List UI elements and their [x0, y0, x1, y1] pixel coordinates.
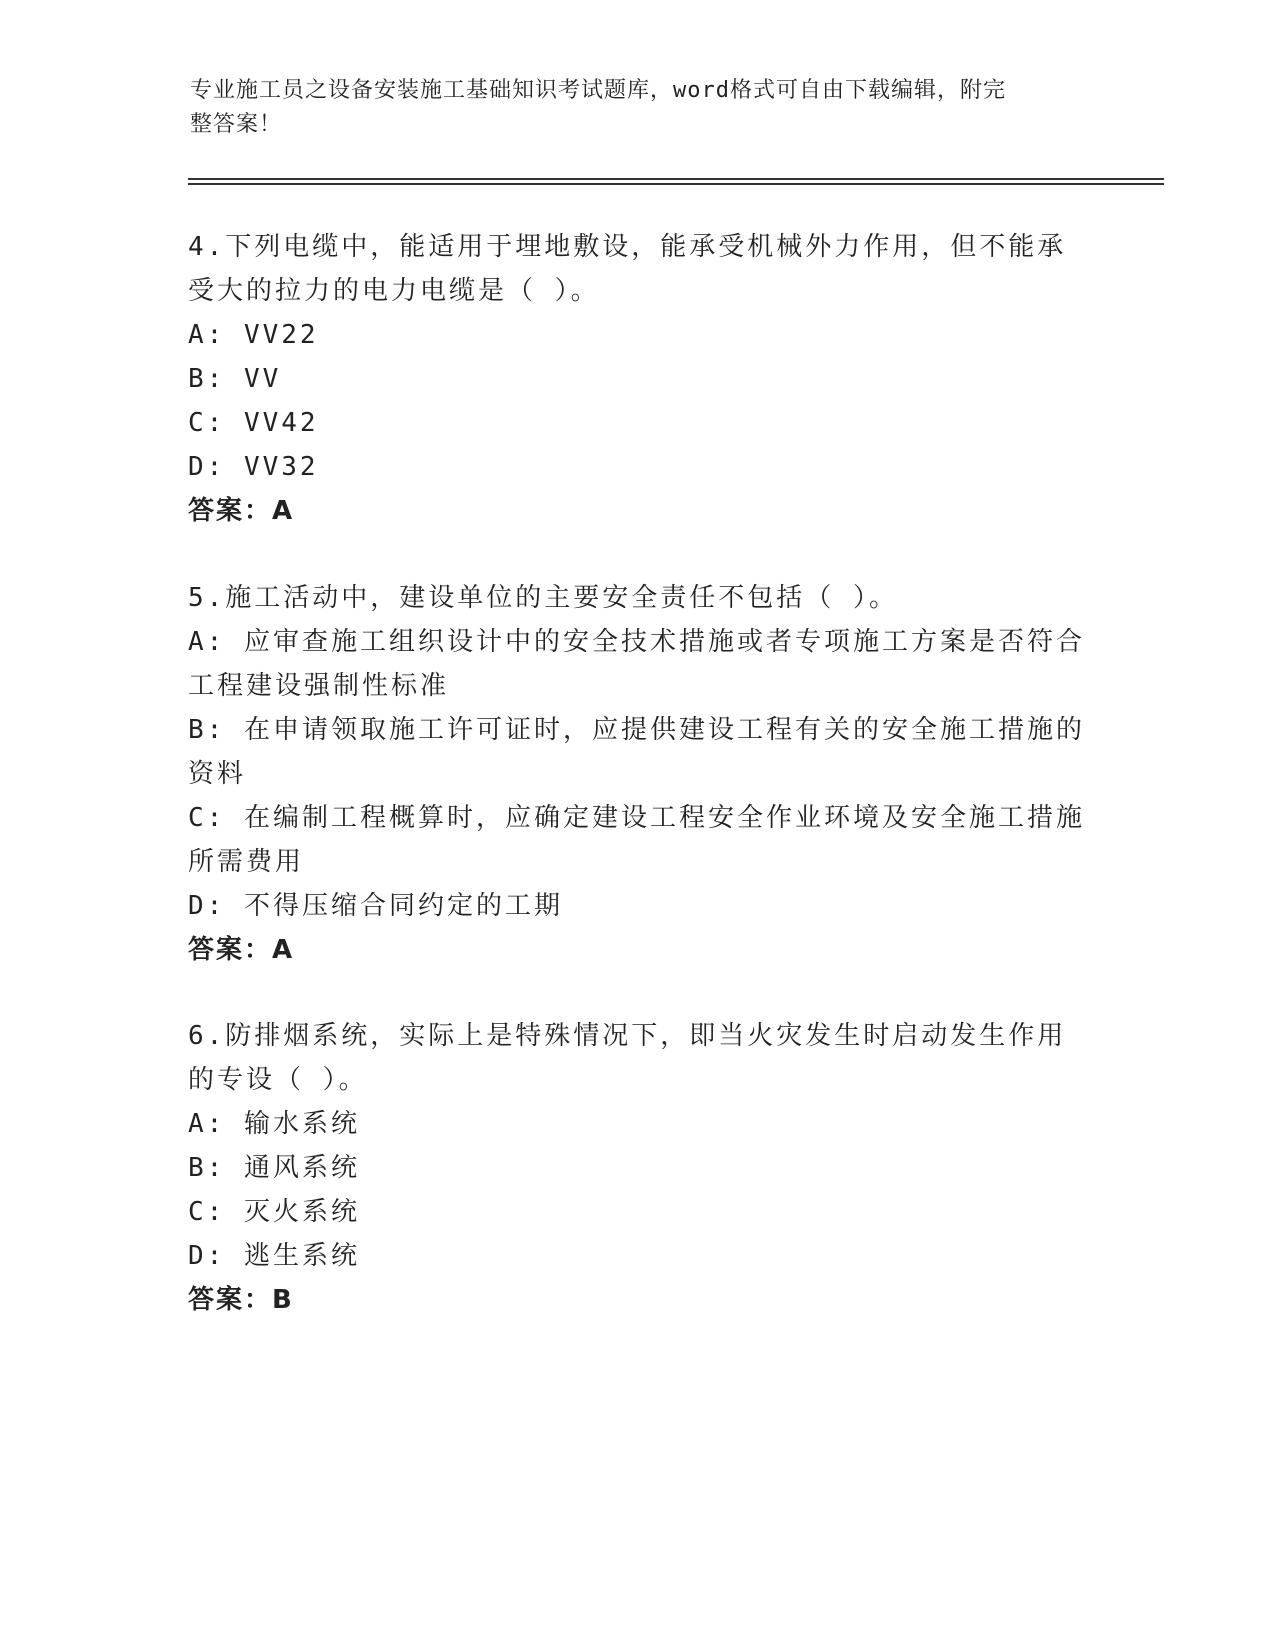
question-5-answer: 答案：A: [188, 935, 295, 965]
question-4-option-d: D: VV32: [188, 452, 319, 482]
question-4-answer: 答案：A: [188, 496, 295, 526]
header-divider: [188, 178, 1164, 185]
question-5-option-b-line-2: 资料: [188, 759, 247, 789]
question-6-stem-line-1: 6.防排烟系统，实际上是特殊情况下，即当火灾发生时启动发生作用: [188, 1021, 1067, 1051]
question-4-stem-line-2: 受大的拉力的电力电缆是（ ）。: [188, 276, 600, 306]
question-5-stem-line-1: 5.施工活动中，建设单位的主要安全责任不包括（ ）。: [188, 583, 898, 613]
question-5-option-a-line-2: 工程建设强制性标准: [188, 671, 450, 701]
header-line-1: 专业施工员之设备安装施工基础知识考试题库，word格式可自由下载编辑，附完: [190, 78, 1006, 103]
question-4-stem-line-1: 4.下列电缆中，能适用于埋地敷设，能承受机械外力作用，但不能承: [188, 232, 1067, 262]
question-5-option-a-line-1: A: 应审查施工组织设计中的安全技术措施或者专项施工方案是否符合: [188, 627, 1085, 657]
document-header: [190, 74, 1070, 142]
question-6-answer: 答案：B: [188, 1285, 294, 1315]
question-4-option-b: B: VV: [188, 364, 282, 394]
question-4-option-a: A: VV22: [188, 320, 319, 350]
question-5-option-c-line-2: 所需费用: [188, 847, 305, 877]
question-6-option-a: A: 输水系统: [188, 1109, 360, 1139]
header-line-2: 整答案！: [190, 112, 283, 137]
question-6-option-c: C: 灭火系统: [188, 1197, 360, 1227]
question-5-option-b-line-1: B: 在申请领取施工许可证时，应提供建设工程有关的安全施工措施的: [188, 715, 1085, 745]
question-6-option-d: D: 逃生系统: [188, 1241, 360, 1271]
question-6-option-b: B: 通风系统: [188, 1153, 360, 1183]
question-6-stem-line-2: 的专设（ ）。: [188, 1065, 368, 1095]
question-5-option-d: D: 不得压缩合同约定的工期: [188, 891, 563, 921]
question-4-option-c: C: VV42: [188, 408, 319, 438]
question-5-option-c-line-1: C: 在编制工程概算时，应确定建设工程安全作业环境及安全施工措施: [188, 803, 1085, 833]
